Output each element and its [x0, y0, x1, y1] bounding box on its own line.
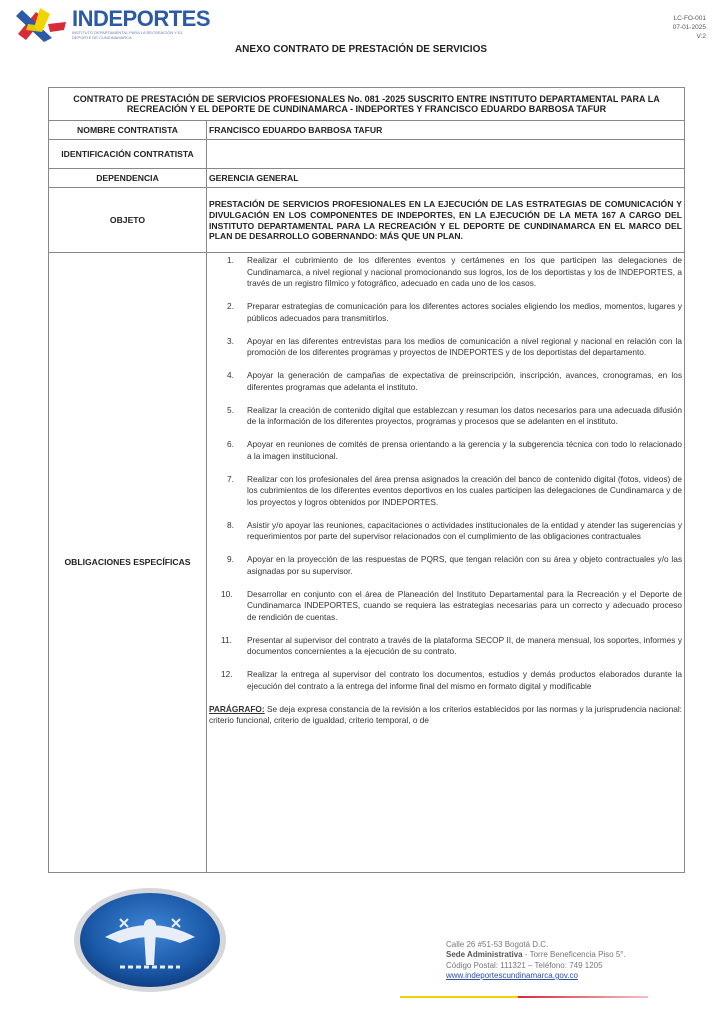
- footer-color-bar: [400, 996, 650, 998]
- cundinamarca-seal-icon: [70, 885, 230, 995]
- obligation-text: Preparar estrategias de comunicación para los diferentes actores sociales eligiendo los medios, momentos, lugares y públicos adecuados para transmitirlos.: [247, 301, 682, 323]
- objeto-value: PRESTACIÓN DE SERVICIOS PROFESIONALES EN LA EJECUCIÓN DE LAS ESTRATEGIAS DE COMUNICACIÓN Y DIVULGACIÓN EN LOS COMPONENTES DE INDEPORTES, EN LA EJECUCIÓN DE LA META 167 A CARGO DEL INSTITUTO DEPARTAMENTAL PARA LA RECREACIÓN Y EL DEPORTE DE CUNDINAMARCA EN EL MARCO DEL PLAN DE DESARROLLO GOBERNANDO: MÁS QUE UN PLAN.: [207, 188, 685, 253]
- obligation-item: [209, 554, 682, 577]
- footer-bar-yellow: [400, 996, 518, 998]
- obligation-number: 9.: [227, 554, 234, 564]
- obligation-item: [209, 669, 682, 692]
- obligation-number: 11.: [221, 634, 232, 645]
- obligation-item: [209, 336, 682, 359]
- identificacion-contratista-value: [207, 140, 685, 169]
- obligation-number: 6.: [227, 439, 234, 449]
- obligation-text: Realizar la entrega al supervisor del contrato los documentos, estudios y demás productos elaborados durante la ejecución del contrato a la entrega del informe final del mismo en formato digital y modificable: [247, 669, 682, 691]
- obligation-number: 4.: [227, 370, 234, 380]
- document-code: [673, 14, 706, 41]
- contract-table: [48, 87, 685, 873]
- logo-wordmark: INDEPORTES: [72, 6, 211, 31]
- obligation-item: [209, 301, 682, 324]
- obligation-item: [209, 589, 682, 624]
- footer-sede-label: Sede Administrativa: [446, 950, 523, 960]
- obligation-item: [209, 255, 682, 290]
- obligation-item: [209, 370, 682, 393]
- objeto-label: OBJETO: [49, 188, 207, 253]
- form-date: 07-01-2025: [672, 24, 706, 31]
- obligation-text: Presentar al supervisor del contrato a través de la plataforma SECOP II, de manera mensual, los soportes, informes y documentos concernientes a la ejecución de su contrato.: [247, 634, 682, 656]
- paragrafo-text: Se deja expresa constancia de la revisión a los criterios establecidos por las normas y la jurisprudencia nacional: criterio funcional, criterio de igualdad, criterio temporal, o de: [209, 703, 682, 725]
- obligation-text: Realizar el cubrimiento de los diferentes eventos y certámenes en los que participen las delegaciones de Cundinamarca, a nivel regional y nacional promocionando sus logros, los de los deportistas y los de INDEPORTES, a través de un registro fílmico y fotográfico, adecuado en cada uno de los casos.: [247, 255, 682, 288]
- obligation-text: Desarrollar en conjunto con el área de Planeación del Instituto Departamental para la Recreación y el Deporte de Cundinamarca INDEPORTES, cuando se requiera las estrategias necesarias para un correcto y adecuado proceso de rendición de cuentas.: [247, 588, 682, 622]
- obligation-item: [209, 474, 682, 509]
- obligaciones-especificas-cell: [207, 253, 685, 873]
- obligation-number: 7.: [227, 473, 234, 484]
- indeportes-logo: [14, 4, 211, 44]
- obligation-item: [209, 635, 682, 658]
- nombre-contratista-value: FRANCISCO EDUARDO BARBOSA TAFUR: [207, 121, 685, 140]
- document-title: ANEXO CONTRATO DE PRESTACIÓN DE SERVICIOS: [234, 44, 488, 55]
- obligation-number: 1.: [227, 255, 234, 265]
- footer-postal-phone: Código Postal: 111321 – Teléfono: 749 1205: [446, 960, 603, 970]
- nombre-contratista-label: NOMBRE CONTRATISTA: [49, 121, 207, 140]
- obligation-text: Asistir y/o apoyar las reuniones, capacitaciones o actividades institucionales de la entidad y atender las sugerencias y requerimientos por parte del supervisor relacionados con el cumplimiento de las obligaciones contractuales: [247, 519, 682, 541]
- obligation-text: Apoyar la generación de campañas de expectativa de preinscripción, inscripción, avances, cronogramas, en los diferentes programas que adelanta el instituto.: [247, 370, 682, 392]
- form-code: LC-FO-001: [673, 15, 706, 22]
- logo-subtitle: INSTITUTO DEPARTAMENTAL PARA LA RECREACIÓN Y EL DEPORTE DE CUNDINAMARCA: [72, 30, 183, 40]
- footer-bar-red: [518, 996, 648, 998]
- footer-sede-value: - Torre Beneficencia Piso 5°.: [522, 950, 626, 960]
- footer-contact: [446, 940, 626, 981]
- obligation-item: [209, 405, 682, 428]
- obligation-text: Apoyar en la proyección de las respuestas de PQRS, que tengan relación con su área y objeto contractuales y/o las asignadas por su supervisor.: [247, 554, 682, 576]
- footer-sede: [446, 950, 626, 960]
- obligation-text: Realizar con los profesionales del área prensa asignados la creación del banco de contenido digital (fotos, videos) de los cubrimientos de los diferentes eventos deportivos en los cuales participen las delegaciones de Cundinamarca y de los proyectos y logros obtenidos por INDEPORTES.: [247, 473, 682, 507]
- obligation-number: 2.: [227, 301, 234, 311]
- obligation-number: 8.: [227, 519, 234, 530]
- dependencia-label: DEPENDENCIA: [49, 169, 207, 188]
- obligation-item: [209, 439, 682, 462]
- obligation-text: Realizar la creación de contenido digital que establezcan y resuman los datos necesarios para una adecuada difusión de la información de los diferentes proyectos, programas y procesos que se adelanten en el instituto.: [247, 404, 682, 426]
- obligations-list: [209, 255, 682, 692]
- obligation-number: 10.: [221, 588, 233, 599]
- obligation-text: Apoyar en las diferentes entrevistas para los medios de comunicación a nivel regional y nacional en relación con la promoción de los diferentes programas y proyectos de INDEPORTES y de los deportistas del departamento.: [247, 335, 682, 357]
- obligation-number: 3.: [227, 335, 234, 346]
- obligation-item: [209, 520, 682, 543]
- footer-address: Calle 26 #51-53 Bogotá D.C.: [446, 940, 549, 949]
- paragrafo-label: PARÁGRAFO:: [209, 703, 265, 714]
- identificacion-contratista-label: IDENTIFICACIÓN CONTRATISTA: [49, 140, 207, 169]
- form-version: V:2: [696, 33, 706, 40]
- footer-website-link[interactable]: www.indeportescundinamarca.gov.co: [446, 970, 578, 980]
- dependencia-value: GERENCIA GENERAL: [207, 169, 685, 188]
- obligation-number: 5.: [227, 404, 234, 415]
- indeportes-logo-mark-icon: [14, 4, 68, 44]
- obligation-text: Apoyar en reuniones de comités de prensa orientando a la gerencia y la subgerencia técnica con todo lo relacionado a la imagen institucional.: [247, 439, 682, 461]
- obligaciones-especificas-label: OBLIGACIONES ESPECÍFICAS: [49, 253, 207, 873]
- obligation-number: 12.: [221, 669, 233, 679]
- paragrafo: [209, 704, 682, 727]
- contract-heading: CONTRATO DE PRESTACIÓN DE SERVICIOS PROFESIONALES No. 081 -2025 SUSCRITO ENTRE INSTITUTO DEPARTAMENTAL PARA LA RECREACIÓN Y EL DEPORTE DE CUNDINAMARCA - INDEPORTES Y FRANCISCO EDUARDO BARBOSA TAFUR: [49, 88, 685, 121]
